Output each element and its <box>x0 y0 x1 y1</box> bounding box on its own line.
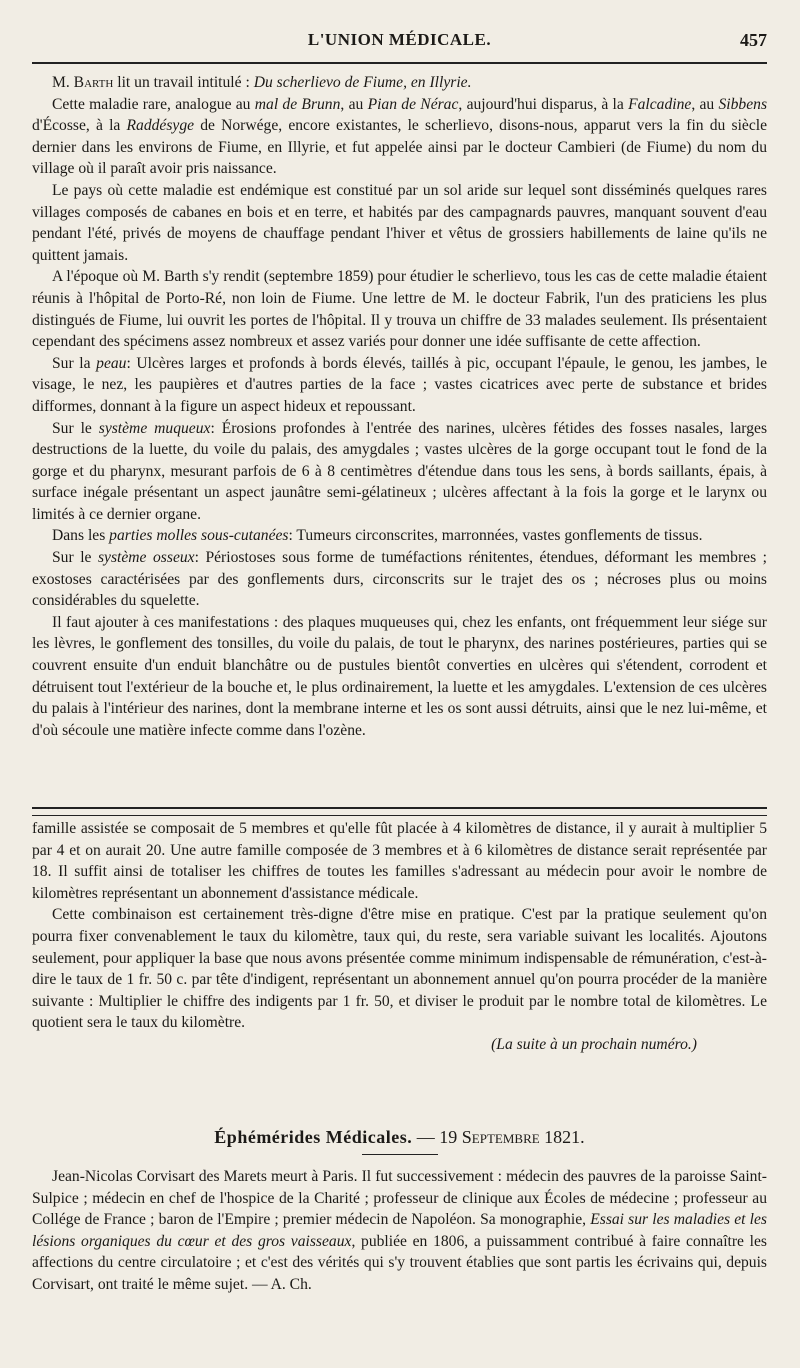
section-separator <box>32 807 767 816</box>
assistance-article <box>32 818 767 1056</box>
ephemerides-rule <box>362 1154 438 1155</box>
ephemerides-heading: Éphémérides Médicales. — 19 Septembre 1821. <box>214 1127 585 1147</box>
paragraph: Cette maladie rare, analogue au mal de Brunn, au Pian de Nérac, aujourd'hui disparus, à la Falcadine, au Sibbens d'Écosse, à la Raddésyge de Norwége, encore existantes, le scherlievo, disons-nous, apparut vers la fin du siècle dernier dans les environs de Fiume, en Illyrie, et fut appelée ainsi par le docteur Cambieri (de Fiume) du nom du village où il paraît avoir pris naissance. <box>32 95 768 178</box>
paragraph: Cette combinaison est certainement très-digne d'être mise en pratique. C'est par la pratique seulement qu'on pourra fixer convenablement le taux du kilomètre, taux qui, du reste, sera variable suivant les localités. Ajoutons seulement, pour appliquer la base que nous avons présentée comme minimum indispensable de rémunération, c'est-à-dire le taux de 1 fr. 50 c. par tête d'indigent, représentant un abonnement annuel qu'on pourra procéder de la manière suivante : Multiplier le chiffre des indigents par 1 fr. 50, et diviser le produit par le nombre total de kilomètres. Le quotient sera le taux du kilomètre. <box>32 906 767 1032</box>
header-rule <box>32 62 767 64</box>
ephemerides-date: 19 Septembre 1821. <box>439 1127 585 1147</box>
paragraph: Le pays où cette maladie est endémique est constitué par un sol aride sur lequel sont disséminés quelques rares villages composés de cabanes en bois et en terre, et habités par des campagnards pauvres, manquant souvent d'eau pendant l'été, privés de moyens de chauffage pendant l'hiver et vêtus de grossiers habillements de laine qu'ils ne quittent jamais. <box>32 181 767 264</box>
paragraph: Sur le système muqueux: Érosions profondes à l'entrée des narines, ulcères fétides des fosses nasales, larges destructions de la luette, du voile du palais, des amygdales ; vastes ulcères de la gorge occupant tout le fond de la gorge et du pharynx, mesurant parfois de 6 à 8 centimètres d'étendue dans tous les sens, à bords saillants, épais, à surface inégale présentant un aspect jaunâtre semi-gélatineux ; ulcères affectant à la fois la gorge et le larynx ou limités à ce dernier organe. <box>32 419 768 523</box>
ephemerides-entry <box>32 1166 767 1296</box>
paragraph: Il faut ajouter à ces manifestations : des plaques muqueuses qui, chez les enfants, ont fréquemment leur siége sur les lèvres, le gonflement des tonsilles, du voile du palais, de tout le pharynx, des narines postérieures, parties qui se couvrent ensuite d'un enduit blanchâtre ou de pustules bientôt converties en ulcères qui s'étendent, corrodent et détruisent tout l'extérieur de la bouche et, le plus ordinairement, la luette et les amygdales. L'extension de ces ulcères du palais à l'intérieur des narines, dont la membrane interne et les os sont aussi détruits, ainsi que le nez lui-même, et d'où sécoule une matière infecte comme dans l'ozène. <box>32 613 767 739</box>
paragraph: Jean-Nicolas Corvisart des Marets meurt à Paris. Il fut successivement : médecin des pauvres de la paroisse Saint-Sulpice ; médecin en chef de l'hospice de la Charité ; professeur de clinique aux Écoles de médecine ; professeur au Collége de France ; baron de l'Empire ; premier médecin de Napoléon. Sa monographie, Essai sur les maladies et les lésions organiques du cœur et des gros vaisseaux, publiée en 1806, a puissamment contribué à faire connaître les affections du centre circulatoire ; et c'est des vérités qui s'y trouvent établies que sont partis les écrivains qui, depuis Corvisart, ont traité le même sujet. — A. Ch. <box>32 1168 767 1293</box>
page-number: 457 <box>740 30 767 50</box>
paragraph: Dans les parties molles sous-cutanées: Tumeurs circonscrites, marronnées, vastes gonflements de tissus. <box>52 527 703 545</box>
paragraph: A l'époque où M. Barth s'y rendit (septembre 1859) pour étudier le scherlievo, tous les cas de cette maladie étaient réunis à l'hôpital de Porto-Ré, non loin de Fiume. Une lettre de M. le docteur Fabrik, l'un des praticiens les plus distingués de Fiume, lui ouvrit les portes de l'hôpital. Il y trouva un chiffre de 33 malades seulement. Ils présentaient cependant des spécimens assez nombreux et assez variés pour donner une idée suffisante de cette affection. <box>32 268 767 351</box>
paragraph: Sur le système osseux: Périostoses sous forme de tuméfactions rénitentes, étendues, déformant les membres ; exostoses caractérisées par des gonflements durs, circonscrits sur le trajet des os ; nécroses plus ou moins considérables du squelette. <box>32 549 768 610</box>
ephemerides-title: Éphémérides Médicales. <box>214 1127 413 1147</box>
barth-article <box>32 72 767 741</box>
article-intro: M. Barth lit un travail intitulé : Du scherlievo de Fiume, en Illyrie. <box>52 74 472 91</box>
paragraph: famille assistée se composait de 5 membres et qu'elle fût placée à 4 kilomètres de distance, il y aurait à multiplier 5 par 4 et on aurait 20. Une autre famille composée de 3 membres et à 6 kilomètres de distance serait représentée par 18. Il suffit ainsi de totaliser les chiffres de toutes les familles s'adressant au médecin pour avoir le nombre de kilomètres représentant un abonnement d'assistance médicale. <box>32 820 767 902</box>
article-title: Du scherlievo de Fiume, en Illyrie. <box>253 74 472 91</box>
continued-note: (La suite à un prochain numéro.) <box>491 1035 697 1053</box>
journal-title: L'UNION MÉDICALE. <box>307 30 492 49</box>
author-name: M. Barth <box>52 74 114 91</box>
page-header <box>32 30 767 60</box>
paragraph: Sur la peau: Ulcères larges et profonds à bords élevés, taillés à pic, occupant l'épaule, le genou, les jambes, le visage, le nez, les paupières et d'autres parties de la face ; vastes cicatrices avec perte de substance et brides difformes, donnant à la figure un aspect hideux et repoussant. <box>32 354 767 415</box>
